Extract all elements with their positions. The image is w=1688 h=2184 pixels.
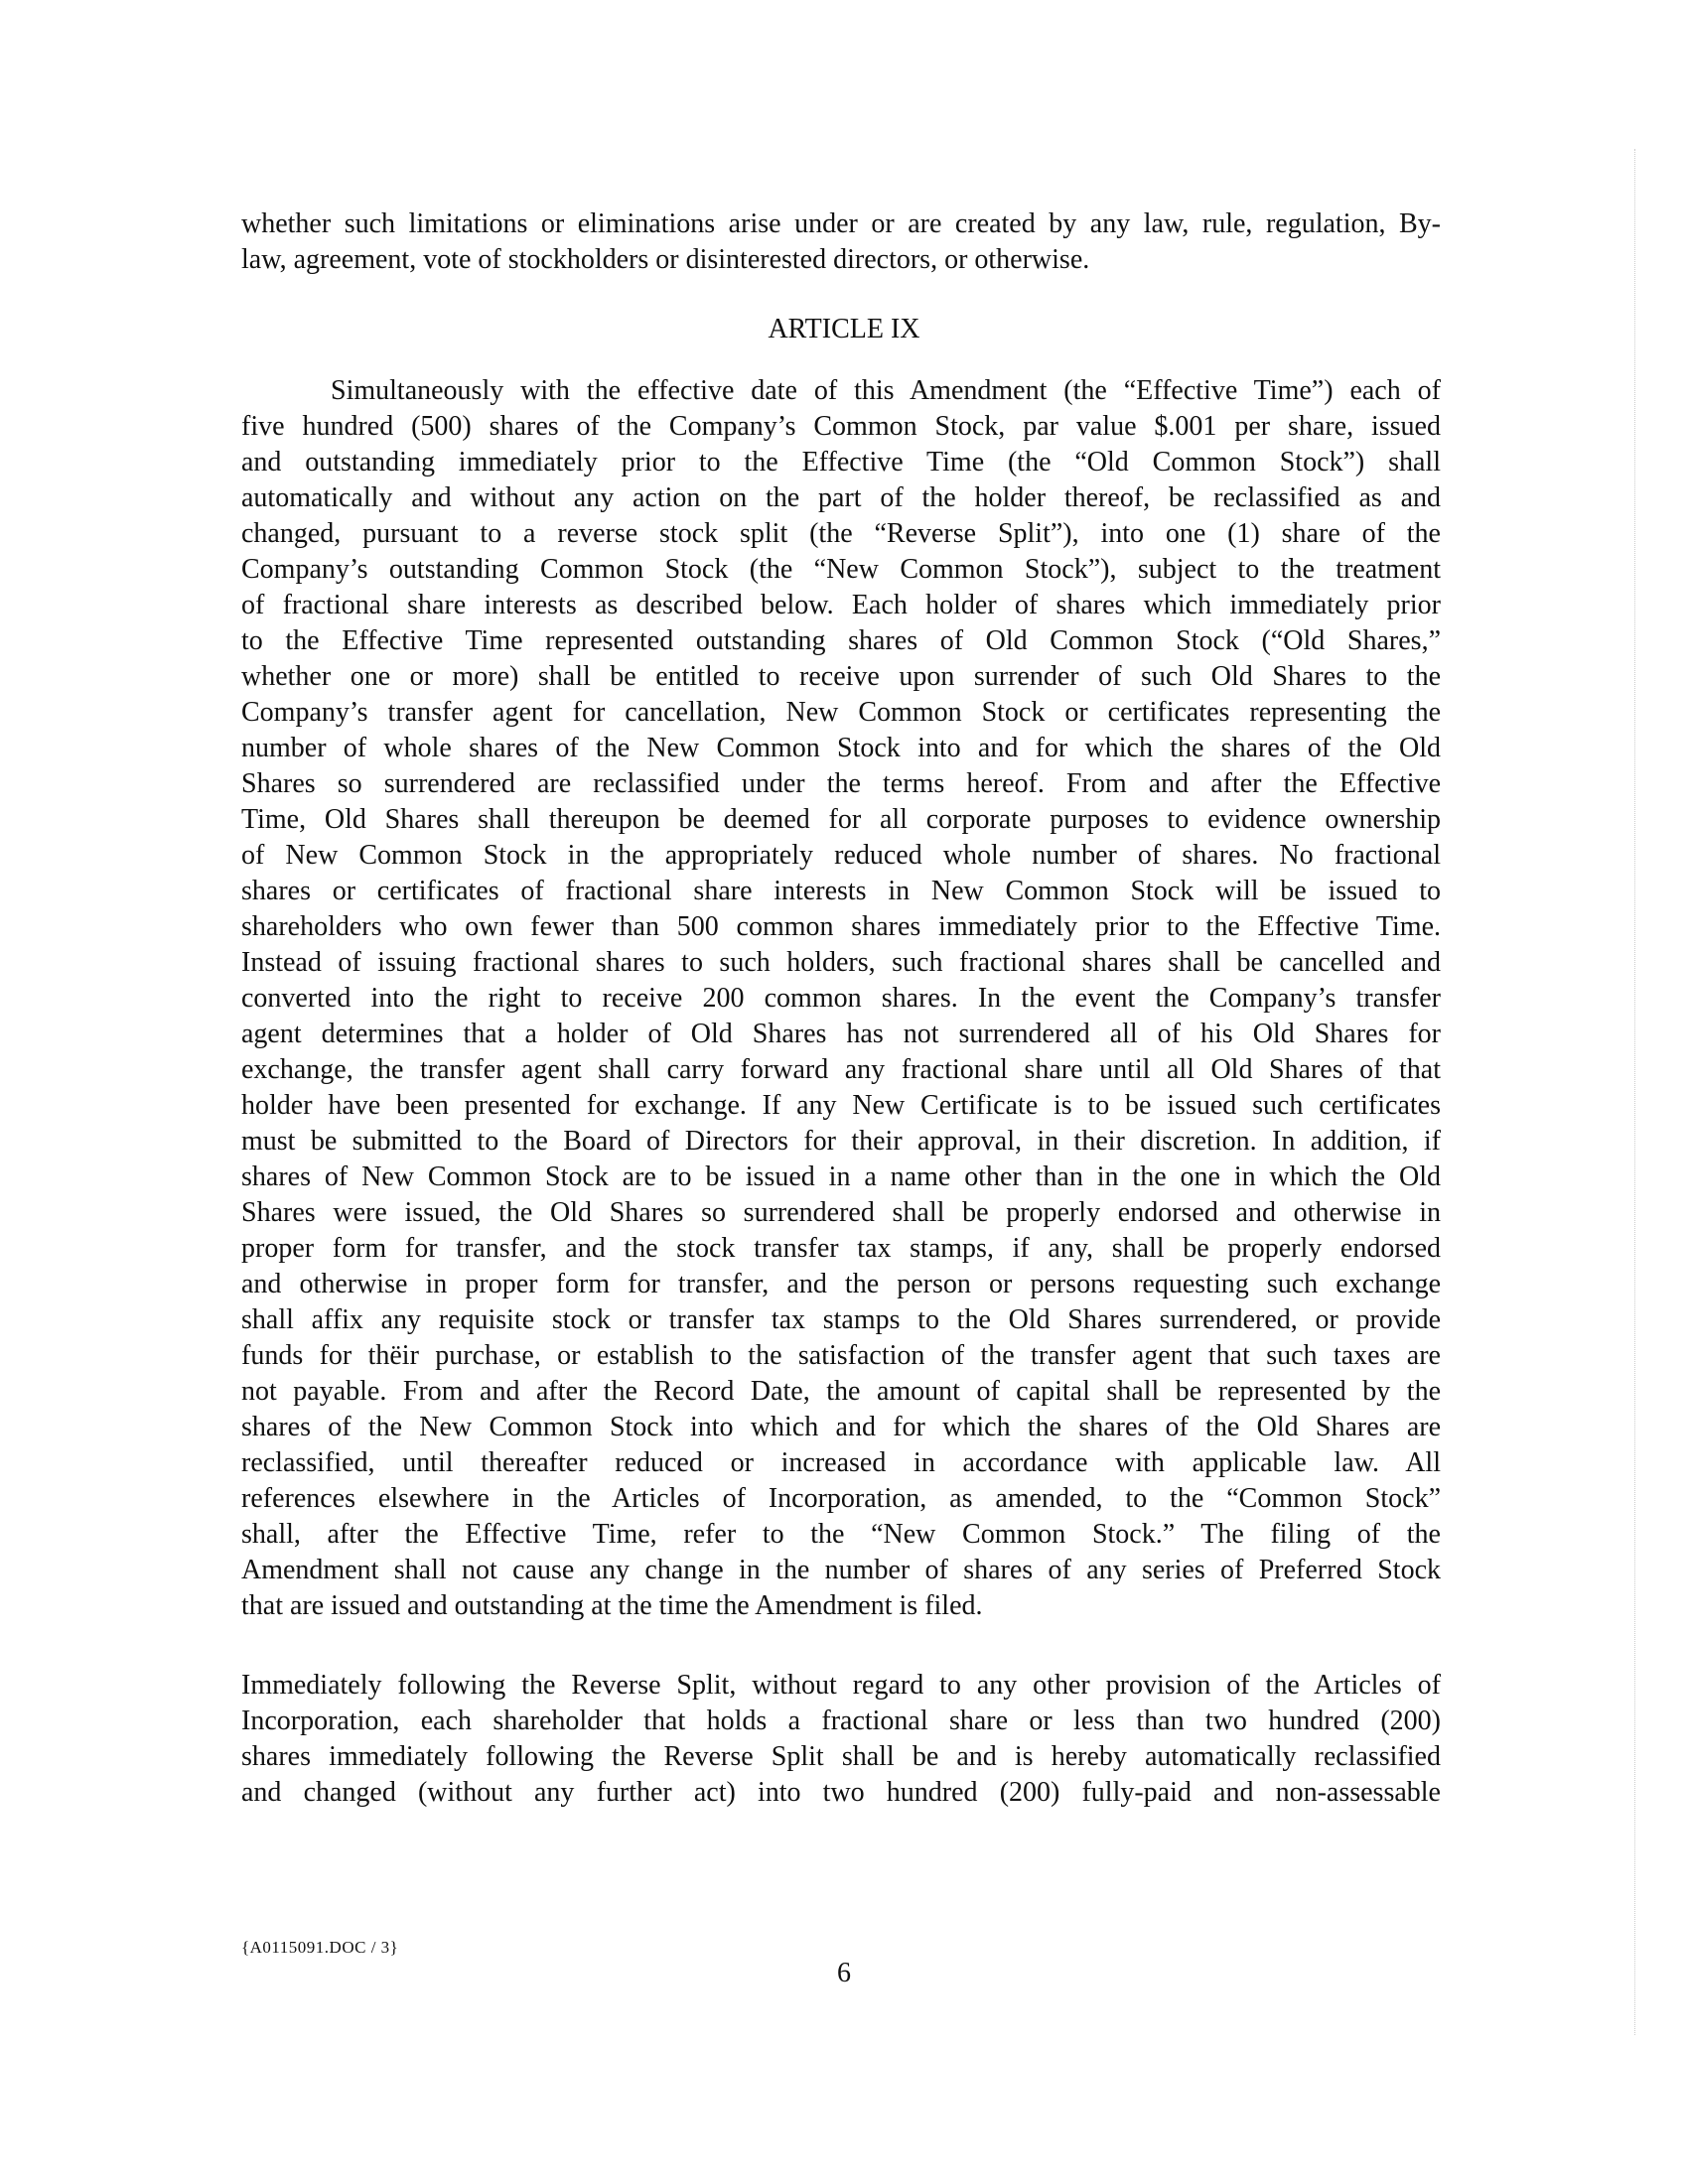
scan-edge-line	[1634, 149, 1635, 2035]
text-line: exchange, the transfer agent shall carry forward any fractional share until all Old Shares of that	[241, 1054, 1441, 1085]
text-line: Time, Old Shares shall thereupon be deemed for all corporate purposes to evidence ownership	[241, 804, 1441, 835]
text-line: changed, pursuant to a reverse stock split (the “Reverse Split”), into one (1) share of the	[241, 518, 1441, 549]
text-line: Shares so surrendered are reclassified under the terms hereof. From and after the Effective	[241, 768, 1441, 799]
article-ix-paragraph	[241, 373, 1441, 1624]
text-line: funds for thëir purchase, or establish to the satisfaction of the transfer agent that such taxes are	[241, 1340, 1441, 1371]
text-line: shares or certificates of fractional share interests in New Common Stock will be issued to	[241, 876, 1441, 906]
text-line: agent determines that a holder of Old Shares has not surrendered all of his Old Shares for	[241, 1019, 1441, 1049]
following-paragraph	[241, 1668, 1441, 1811]
text-line: five hundred (500) shares of the Company’s Common Stock, par value $.001 per share, issued	[241, 411, 1441, 442]
text-line: whether such limitations or eliminations arise under or are created by any law, rule, regulation, By-	[241, 208, 1441, 239]
text-line: and outstanding immediately prior to the Effective Time (the “Old Common Stock”) shall	[241, 447, 1441, 478]
text-line: number of whole shares of the New Common Stock into and for which the shares of the Old	[241, 733, 1441, 763]
text-line: of New Common Stock in the appropriately reduced whole number of shares. No fractional	[241, 840, 1441, 871]
text-line: Amendment shall not cause any change in the number of shares of any series of Preferred Stock	[241, 1555, 1441, 1585]
text-line: and otherwise in proper form for transfer, and the person or persons requesting such exchange	[241, 1269, 1441, 1299]
text-line: shareholders who own fewer than 500 common shares immediately prior to the Effective Time.	[241, 911, 1441, 942]
text-line: whether one or more) shall be entitled to receive upon surrender of such Old Shares to the	[241, 661, 1441, 692]
text-line: shares of New Common Stock are to be issued in a name other than in the one in which the Old	[241, 1161, 1441, 1192]
document-id-footer: {A0115091.DOC / 3}	[241, 1938, 399, 1957]
text-line: to the Effective Time represented outstanding shares of Old Common Stock (“Old Shares,”	[241, 625, 1441, 656]
text-line: and changed (without any further act) into two hundred (200) fully-paid and non-assessable	[241, 1777, 1441, 1808]
text-line: automatically and without any action on the part of the holder thereof, be reclassified as and	[241, 482, 1441, 513]
text-line: law, agreement, vote of stockholders or disinterested directors, or otherwise.	[241, 244, 1090, 275]
text-line: Immediately following the Reverse Split, without regard to any other provision of the Articles of	[241, 1670, 1441, 1701]
text-line: Incorporation, each shareholder that holds a fractional share or less than two hundred (200)	[241, 1706, 1441, 1736]
text-line: shall, after the Effective Time, refer to the “New Common Stock.” The filing of the	[241, 1519, 1441, 1550]
text-line: that are issued and outstanding at the time the Amendment is filed.	[241, 1590, 983, 1621]
text-line: not payable. From and after the Record Date, the amount of capital shall be represented by the	[241, 1376, 1441, 1407]
text-line: shall affix any requisite stock or transfer tax stamps to the Old Shares surrendered, or provide	[241, 1304, 1441, 1335]
text-line: holder have been presented for exchange. If any New Certificate is to be issued such certificates	[241, 1090, 1441, 1121]
page-number: 6	[837, 1958, 851, 1988]
article-heading: ARTICLE IX	[768, 314, 920, 344]
text-line: converted into the right to receive 200 common shares. In the event the Company’s transfer	[241, 983, 1441, 1014]
text-line: of fractional share interests as described below. Each holder of shares which immediately prior	[241, 590, 1441, 620]
text-line: shares of the New Common Stock into which and for which the shares of the Old Shares are	[241, 1412, 1441, 1442]
text-line: proper form for transfer, and the stock transfer tax stamps, if any, shall be properly endorsed	[241, 1233, 1441, 1264]
text-line: Company’s outstanding Common Stock (the “New Common Stock”), subject to the treatment	[241, 554, 1441, 585]
text-line: must be submitted to the Board of Directors for their approval, in their discretion. In addition, if	[241, 1126, 1441, 1157]
text-line: Simultaneously with the effective date of this Amendment (the “Effective Time”) each of	[331, 375, 1441, 406]
text-line: Shares were issued, the Old Shares so surrendered shall be properly endorsed and otherwise in	[241, 1197, 1441, 1228]
text-line: shares immediately following the Reverse Split shall be and is hereby automatically reclassified	[241, 1741, 1441, 1772]
text-line: Company’s transfer agent for cancellation, New Common Stock or certificates representing the	[241, 697, 1441, 728]
text-line: reclassified, until thereafter reduced or increased in accordance with applicable law. All	[241, 1447, 1441, 1478]
text-line: references elsewhere in the Articles of Incorporation, as amended, to the “Common Stock”	[241, 1483, 1441, 1514]
continuation-paragraph	[241, 206, 1441, 278]
text-line: Instead of issuing fractional shares to such holders, such fractional shares shall be cancelled and	[241, 947, 1441, 978]
